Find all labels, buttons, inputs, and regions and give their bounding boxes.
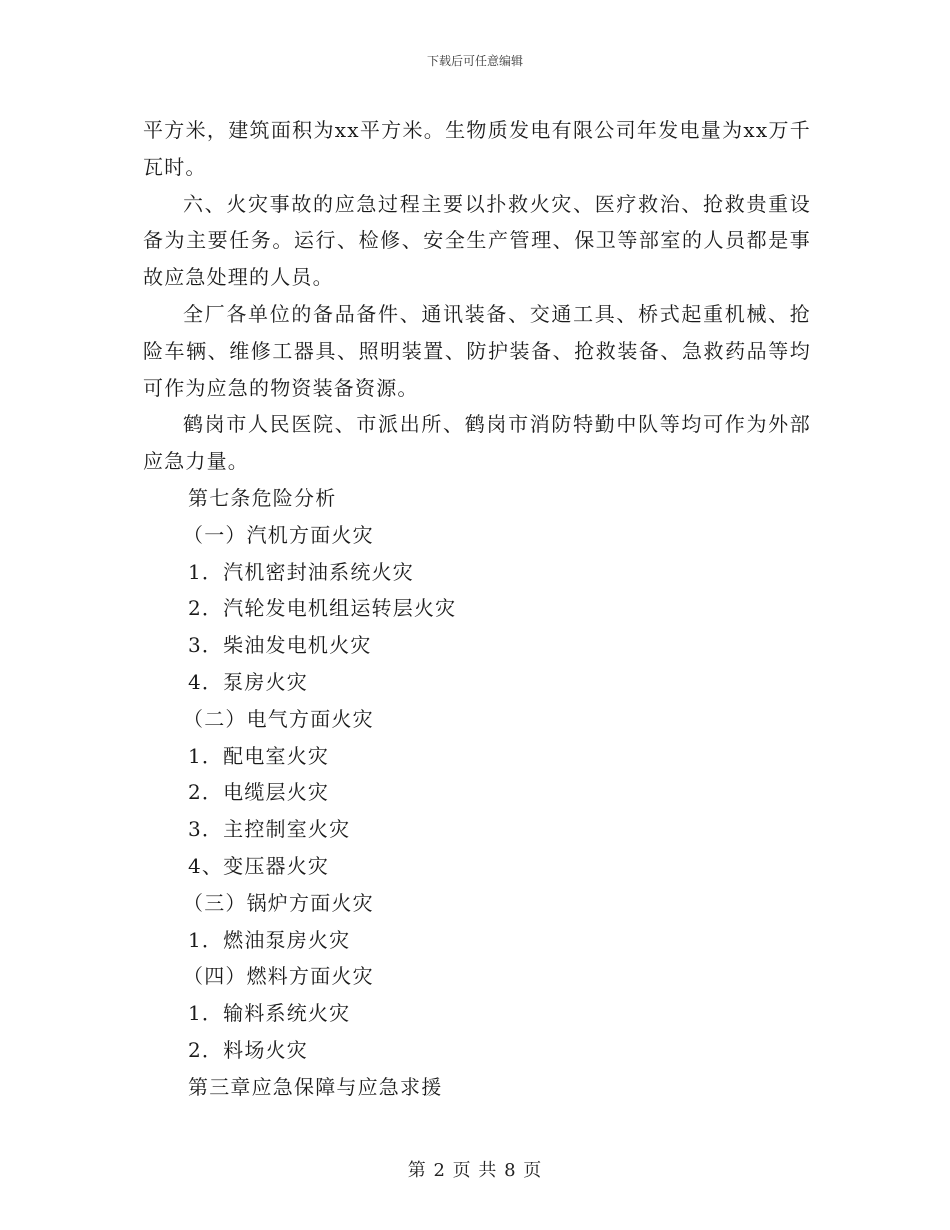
list-item: 2．电缆层火灾 <box>188 780 330 805</box>
list-item: 4．泵房火灾 <box>188 669 308 694</box>
list-item: 1．输料系统火灾 <box>188 1001 351 1026</box>
subsection-heading: （一）汽机方面火灾 <box>183 522 374 547</box>
list-item: 1．配电室火灾 <box>188 743 330 768</box>
list-item: 4、变压器火灾 <box>188 853 330 878</box>
subsection-heading: （二）电气方面火灾 <box>183 706 374 731</box>
page-number: 第 2 页 共 8 页 <box>407 1160 543 1181</box>
paragraph: 全厂各单位的备品备件、通讯装备、交通工具、桥式起重机械、抢险车辆、维修工器具、照明装置、防护装备、抢救装备、急救药品等均可作为应急的物资装备资源。 <box>143 301 811 400</box>
chapter-heading: 第三章应急保障与应急求援 <box>188 1074 443 1099</box>
list-item: 2．汽轮发电机组运转层火灾 <box>188 596 457 621</box>
paragraph: 鹤岗市人民医院、市派出所、鹤岗市消防特勤中队等均可作为外部应急力量。 <box>143 412 811 474</box>
subsection-heading: （三）锅炉方面火灾 <box>183 890 374 915</box>
list-item: 3．主控制室火灾 <box>188 817 351 842</box>
document-body <box>143 112 811 1106</box>
paragraph: 六、火灾事故的应急过程主要以扑救火灾、医疗救治、抢救贵重设备为主要任务。运行、检修、安全生产管理、保卫等部室的人员都是事故应急处理的人员。 <box>143 191 811 290</box>
list-item: 3．柴油发电机火灾 <box>188 633 372 658</box>
subsection-heading: （四）燃料方面火灾 <box>183 964 374 989</box>
section-heading: 第七条危险分析 <box>188 485 337 510</box>
list-item: 1．汽机密封油系统火灾 <box>188 559 414 584</box>
list-item: 1．燃油泵房火灾 <box>188 927 351 952</box>
paragraph: 平方米，建筑面积为xx平方米。生物质发电有限公司年发电量为xx万千瓦时。 <box>143 118 811 179</box>
list-item: 2．料场火灾 <box>188 1037 308 1062</box>
page-header: 下载后可任意编辑 <box>426 54 523 68</box>
